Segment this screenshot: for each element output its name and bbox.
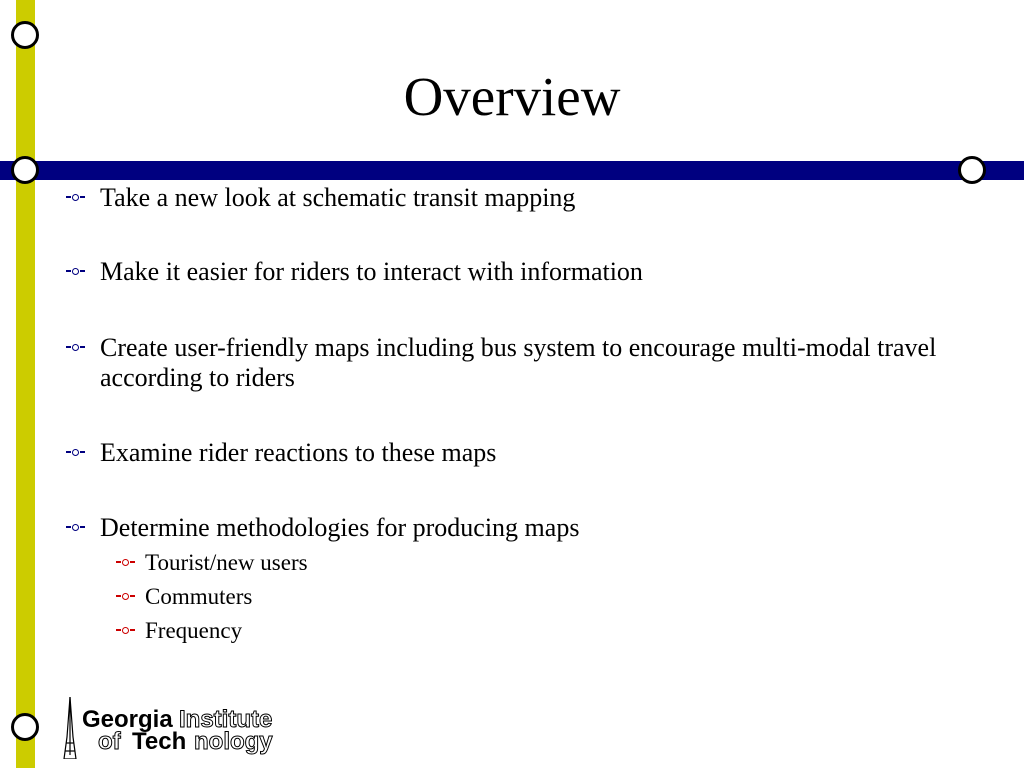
line-station-icon [66,189,85,205]
bullet-item [100,183,980,213]
logo-nology-text: nology [194,728,273,755]
logo-institute-text: Institute [179,706,273,733]
station-circle-right [958,156,986,184]
station-circle-junction [11,156,39,184]
line-station-icon [66,519,85,535]
sub-bullet-item [145,583,945,611]
logo-of-text: of [98,728,121,755]
line-station-icon [116,588,135,604]
logo-georgia-text: Georgia [82,706,173,733]
line-station-icon [116,622,135,638]
bullet-text: Examine rider reactions to these maps [100,438,497,467]
line-station-icon [66,339,85,355]
station-circle-top-left [11,21,39,49]
line-station-icon [116,554,135,570]
logo-tech-text: Tech [132,728,187,755]
bullet-text: Make it easier for riders to interact with information [100,257,643,286]
line-station-icon [66,263,85,279]
bullet-item [100,438,980,468]
georgia-tech-logo [62,693,352,759]
blue-transit-line [0,161,1024,180]
sub-bullet-item [145,549,945,577]
station-circle-bottom-left [11,713,39,741]
bullet-text: Create user-friendly maps including bus system to encourage multi-modal travel according to riders [100,333,937,392]
line-station-icon [66,444,85,460]
slide-title: Overview [403,66,621,127]
tech-tower-icon [64,697,76,759]
bullet-item [100,513,980,543]
sub-bullet-text: Frequency [145,618,243,643]
sub-bullet-item [145,617,945,645]
bullet-item [100,257,980,287]
bullet-text: Determine methodologies for producing maps [100,513,580,542]
sub-bullet-text: Tourist/new users [145,550,308,575]
bullet-item [100,333,980,393]
sub-bullet-text: Commuters [145,584,253,609]
bullet-text: Take a new look at schematic transit mapping [100,183,576,212]
